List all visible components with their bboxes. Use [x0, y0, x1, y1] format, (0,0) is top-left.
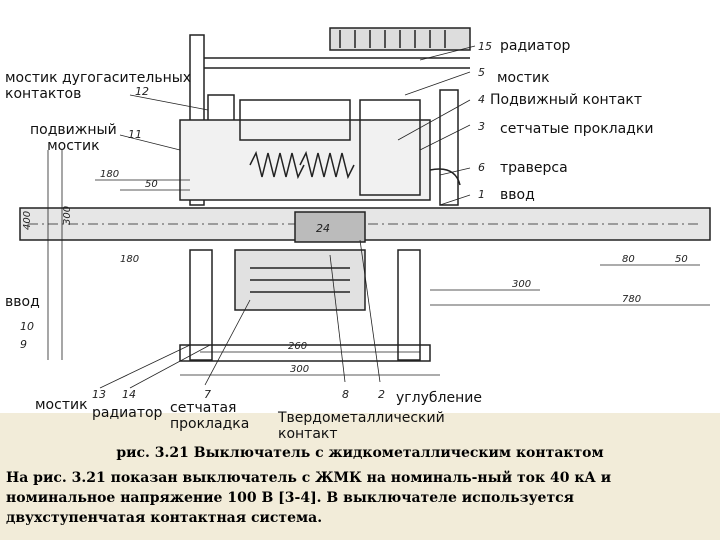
- part-number-12: 12: [135, 85, 149, 98]
- label-mesh-gaskets: сетчатые прокладки: [500, 121, 654, 137]
- label-arc-contact-bridge: мостик дугогасительных контактов: [5, 70, 192, 102]
- label-radiator-top: радиатор: [500, 38, 571, 54]
- label-input-left: ввод: [5, 294, 40, 310]
- part-number-6: 6: [478, 161, 485, 174]
- dimension-300-vertical: 300: [62, 205, 73, 225]
- part-number-3: 3: [478, 120, 485, 133]
- label-mesh-gasket-bottom: сетчатая прокладка: [170, 400, 250, 432]
- part-number-10: 10: [20, 320, 34, 333]
- dimension-300-right: 300: [512, 279, 532, 290]
- dimension-180-upper: 180: [100, 169, 120, 180]
- label-bridge-right: мостик: [497, 70, 550, 86]
- liquid-metal-contact: [295, 212, 365, 242]
- label-recess: углубление: [396, 390, 482, 406]
- lower-left-post: [190, 250, 212, 360]
- label-movable-contact: Подвижный контакт: [490, 92, 643, 108]
- label-radiator-bottom: радиатор: [92, 405, 163, 421]
- label-traverse: траверса: [500, 160, 568, 176]
- label-movable-bridge: подвижный мостик: [30, 122, 117, 154]
- dimension-180-lower: 180: [120, 254, 140, 265]
- part-number-24: 24: [316, 222, 330, 235]
- part-number-14: 14: [122, 388, 136, 401]
- body-paragraph: На рис. 3.21 показан выключатель с ЖМК на номиналь-ный ток 40 кА и номинальное напряжение 100 В [3-4]. В выключателе используется двухступенчатая контактная система.: [6, 470, 612, 526]
- part-number-5: 5: [478, 66, 485, 79]
- part-number-9: 9: [20, 338, 27, 351]
- label-bridge-bottom: мостик: [35, 397, 88, 413]
- part-number-8: 8: [342, 388, 349, 401]
- dimension-50-right: 50: [675, 254, 688, 265]
- part-number-4: 4: [478, 93, 485, 106]
- part-number-15: 15: [478, 40, 492, 53]
- contact-housing: [180, 120, 430, 200]
- lower-right-post: [398, 250, 420, 360]
- figure-caption: рис. 3.21 Выключатель с жидкометаллическим контактом: [116, 445, 604, 461]
- traverse-frame: [440, 90, 458, 205]
- dimension-80: 80: [622, 254, 635, 265]
- dimension-780: 780: [622, 294, 642, 305]
- part-number-1: 1: [478, 188, 485, 201]
- part-number-7: 7: [204, 388, 211, 401]
- dimension-300-bottom: 300: [290, 364, 310, 375]
- dimension-400: 400: [22, 210, 33, 230]
- part-number-13: 13: [92, 388, 106, 401]
- dimension-50-left: 50: [145, 179, 158, 190]
- part-number-2: 2: [378, 388, 385, 401]
- label-input-right: ввод: [500, 187, 535, 203]
- dimension-260: 260: [288, 341, 308, 352]
- label-hard-metal-contact: Твердометаллический контакт: [278, 410, 445, 442]
- part-number-11: 11: [128, 128, 142, 141]
